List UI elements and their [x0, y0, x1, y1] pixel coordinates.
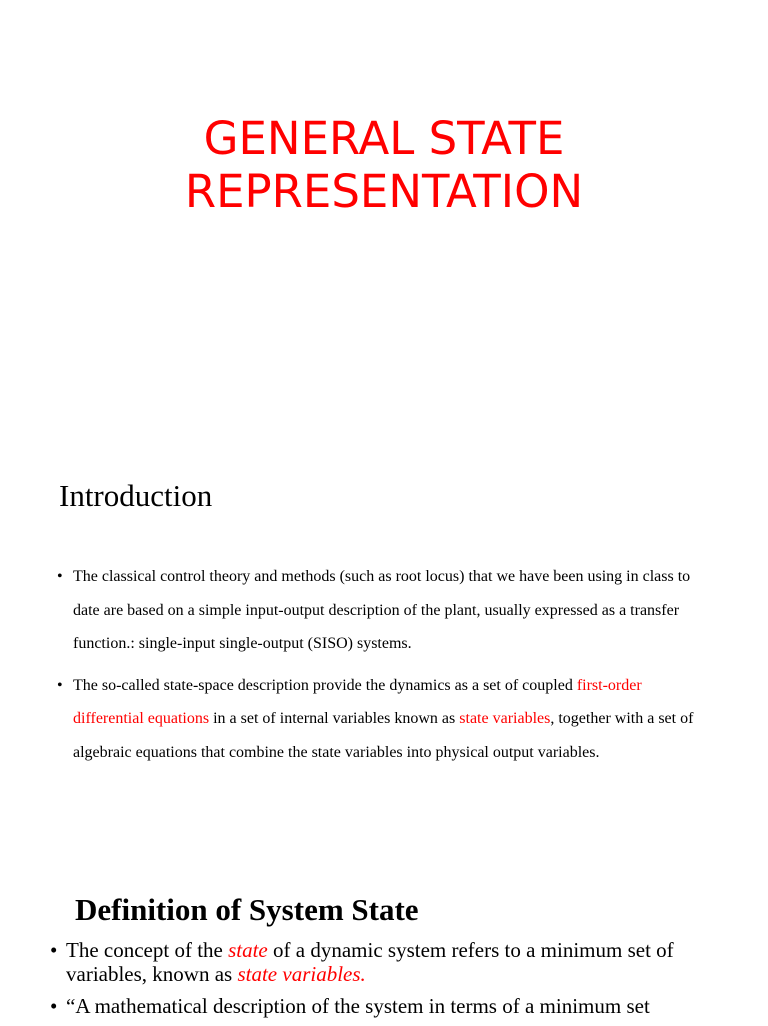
- slide-title-line-2: REPRESENTATION: [184, 165, 584, 218]
- definition-slide: [0, 880, 768, 1024]
- bullet-icon: •: [50, 938, 58, 962]
- bullet-icon: •: [50, 994, 58, 1018]
- introduction-bullet-list: [0, 560, 768, 777]
- bullet-text: , together with a set of algebraic equations that combine the state variables into physical output variables.: [73, 710, 694, 761]
- bullet-icon: •: [57, 676, 63, 694]
- highlight-term: state variables: [459, 710, 551, 727]
- slide-title: [0, 112, 768, 218]
- bullet-text: The so-called state-space description provide the dynamics as a set of coupled: [73, 676, 577, 694]
- bullet-text: in a set of internal variables known as: [209, 710, 460, 727]
- list-item: [0, 938, 768, 986]
- introduction-slide: [0, 455, 768, 835]
- introduction-heading: Introduction: [59, 478, 213, 513]
- highlight-term: state: [228, 938, 268, 962]
- highlight-term: state variables.: [237, 962, 366, 986]
- definition-bullet-list: [0, 938, 768, 1026]
- list-item: [0, 994, 768, 1018]
- bullet-text: “A mathematical description of the system in terms of a minimum set: [66, 994, 650, 1018]
- slide-title-line-1: GENERAL STATE: [203, 112, 565, 165]
- list-item: [0, 560, 768, 661]
- bullet-text: The concept of the: [66, 938, 229, 962]
- bullet-text: The classical control theory and methods (such as root locus) that we have been using in class to date are based on a simple input-output description of the plant, usually expressed as a transfer function.: single-input single-output (SISO) systems.: [73, 568, 691, 652]
- highlight-term: first-order differential equations: [73, 676, 642, 727]
- definition-heading: Definition of System State: [75, 892, 419, 927]
- title-slide: [0, 0, 768, 440]
- bullet-icon: •: [57, 568, 63, 585]
- list-item: [0, 669, 768, 770]
- bullet-text: of a dynamic system refers to a minimum set of variables, known as: [66, 938, 674, 986]
